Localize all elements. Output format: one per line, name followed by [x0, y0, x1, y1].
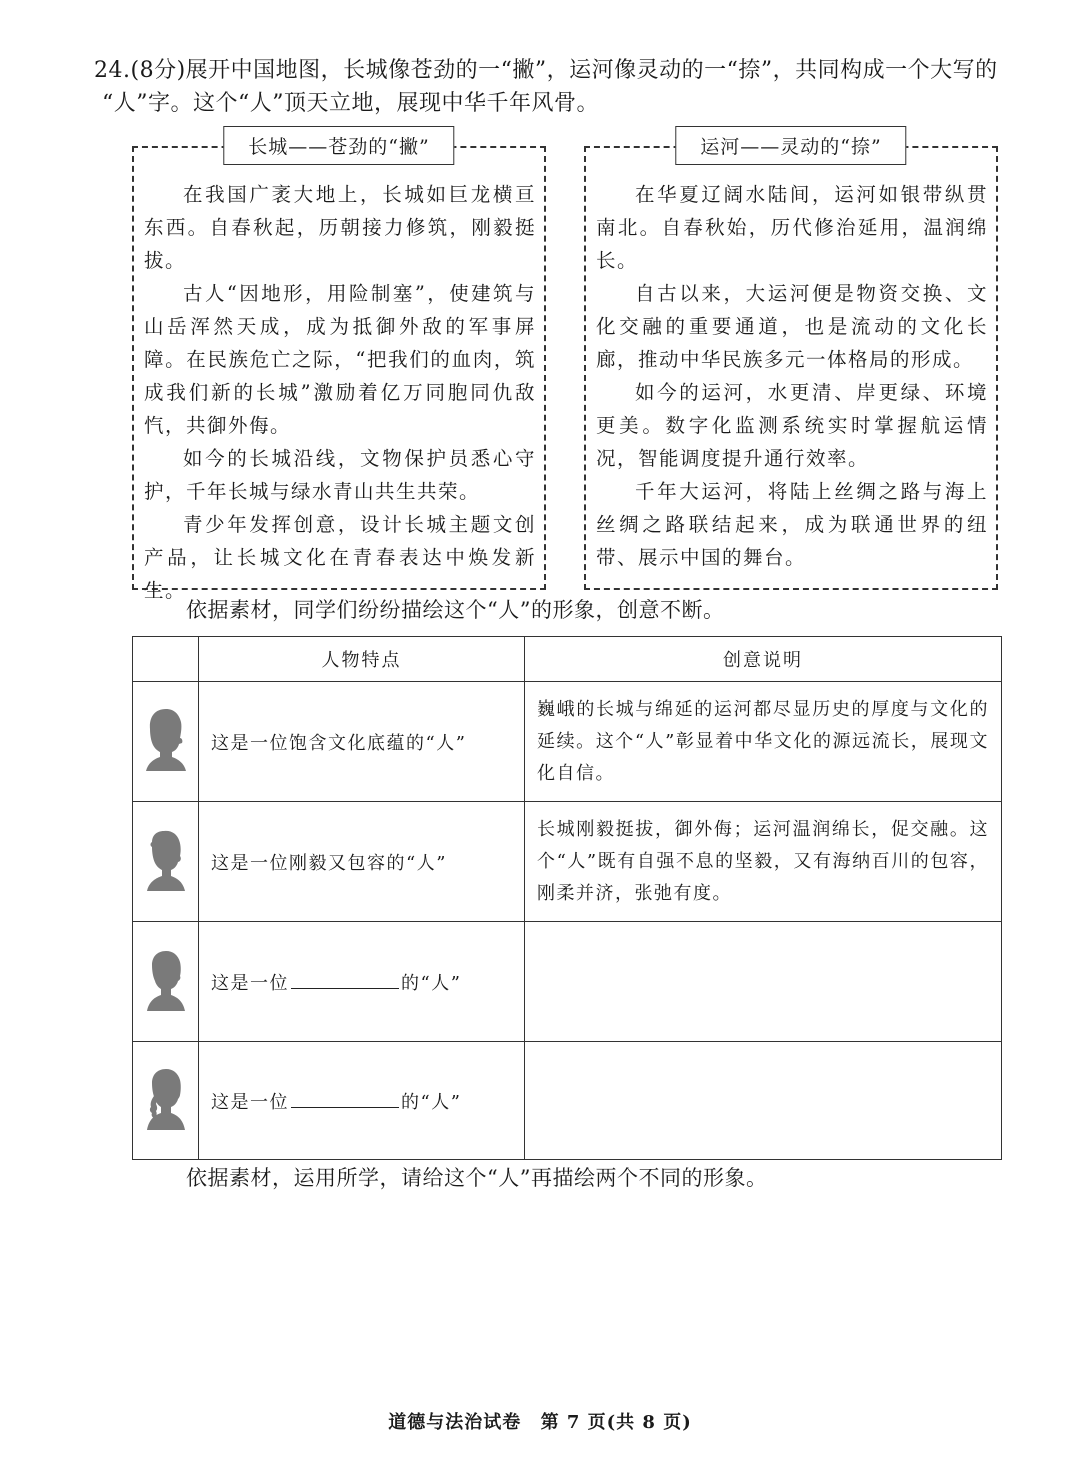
- table-row: [133, 682, 1002, 802]
- short-hair-girl-silhouette-icon: [144, 707, 188, 771]
- paragraph: 自古以来，大运河便是物资交换、文化交融的重要通道，也是流动的文化长廊，推动中华民族多元一体格局的形成。: [596, 282, 988, 371]
- table-header-blank: [133, 637, 199, 682]
- material-great-wall-title: 长城——苍劲的“撇”: [223, 126, 454, 165]
- trait-suffix: 的“人”: [401, 972, 462, 994]
- trait-prefix: 这是一位: [211, 1091, 289, 1113]
- icon-cell: [133, 922, 199, 1042]
- paragraph: 在华夏辽阔水陆间，运河如银带纵贯南北。自春秋始，历代修治延用，温润绵长。: [596, 183, 988, 272]
- material-grand-canal-title: 运河——灵动的“捺”: [675, 126, 906, 165]
- paragraph: 在我国广袤大地上，长城如巨龙横亘东西。自春秋起，历朝接力修筑，刚毅挺拔。: [144, 183, 536, 272]
- table-header-trait: 人物特点: [199, 637, 525, 682]
- description-cell-empty[interactable]: [525, 1042, 1002, 1160]
- portrait-table: [132, 636, 1002, 1160]
- trait-cell: 这是一位刚毅又包容的“人”: [199, 802, 525, 922]
- task-text: 依据素材，运用所学，请给这个“人”再描绘两个不同的形象。: [186, 1166, 768, 1190]
- table-row: [133, 802, 1002, 922]
- trait-cell: [199, 922, 525, 1042]
- table-header-row: [133, 637, 1002, 682]
- question-stem: [94, 54, 1044, 120]
- material-grand-canal-body: [596, 178, 988, 574]
- fill-blank[interactable]: [291, 1089, 399, 1108]
- trait-cell: 这是一位饱含文化底蕴的“人”: [199, 682, 525, 802]
- paragraph: 古人“因地形，用险制塞”，使建筑与山岳浑然天成，成为抵御外敌的军事屏障。在民族危亡之际，“把我们的血肉，筑成我们新的长城”激励着亿万同胞同仇敌忾，共御外侮。: [144, 282, 536, 437]
- description-cell-empty[interactable]: [525, 922, 1002, 1042]
- footer-subject: 道德与法治试卷: [388, 1412, 522, 1433]
- material-grand-canal: [584, 136, 998, 590]
- material-great-wall-body: [144, 178, 536, 607]
- paragraph: 千年大运河，将陆上丝绸之路与海上丝绸之路联结起来，成为联通世界的纽带、展示中国的舞台。: [596, 480, 988, 569]
- table-row: [133, 1042, 1002, 1160]
- page-footer: [0, 1408, 1080, 1434]
- footer-page: 第 7 页(共 8 页): [540, 1412, 692, 1433]
- question-line-2: “人”字。这个“人”顶天立地，展现中华千年风骨。: [102, 91, 599, 116]
- paragraph: 如今的运河，水更清、岸更绿、环境更美。数字化监测系统实时掌握航运情况，智能调度提升通行效率。: [596, 381, 988, 470]
- description-cell: 巍峨的长城与绵延的运河都尽显历史的厚度与文化的延续。这个“人”彰显着中华文化的源远流长，展现文化自信。: [525, 682, 1002, 802]
- paragraph: 青少年发挥创意，设计长城主题文创产品，让长城文化在青春表达中焕发新生。: [144, 513, 536, 602]
- trait-suffix: 的“人”: [401, 1091, 462, 1113]
- table-header-description: 创意说明: [525, 637, 1002, 682]
- question-line-1: 24.(8分)展开中国地图，长城像苍劲的一“撇”，运河像灵动的一“捺”，共同构成一个大写的: [94, 58, 998, 83]
- fill-blank[interactable]: [291, 970, 399, 989]
- icon-cell: [133, 682, 199, 802]
- braided-girl-silhouette-icon: [144, 1066, 188, 1130]
- icon-cell: [133, 802, 199, 922]
- icon-cell: [133, 1042, 199, 1160]
- table-row: [133, 922, 1002, 1042]
- short-hair-child-silhouette-icon: [144, 947, 188, 1011]
- trait-prefix: 这是一位: [211, 972, 289, 994]
- description-cell: 长城刚毅挺拔，御外侮；运河温润绵长，促交融。这个“人”既有自强不息的坚毅，又有海纳百川的包容，刚柔并济，张弛有度。: [525, 802, 1002, 922]
- trait-cell: [199, 1042, 525, 1160]
- boy-silhouette-icon: [144, 827, 188, 891]
- intro-text: 依据素材，同学们纷纷描绘这个“人”的形象，创意不断。: [186, 598, 725, 622]
- material-great-wall: [132, 136, 546, 602]
- paragraph: 如今的长城沿线，文物保护员悉心守护，千年长城与绿水青山共生共荣。: [144, 447, 536, 503]
